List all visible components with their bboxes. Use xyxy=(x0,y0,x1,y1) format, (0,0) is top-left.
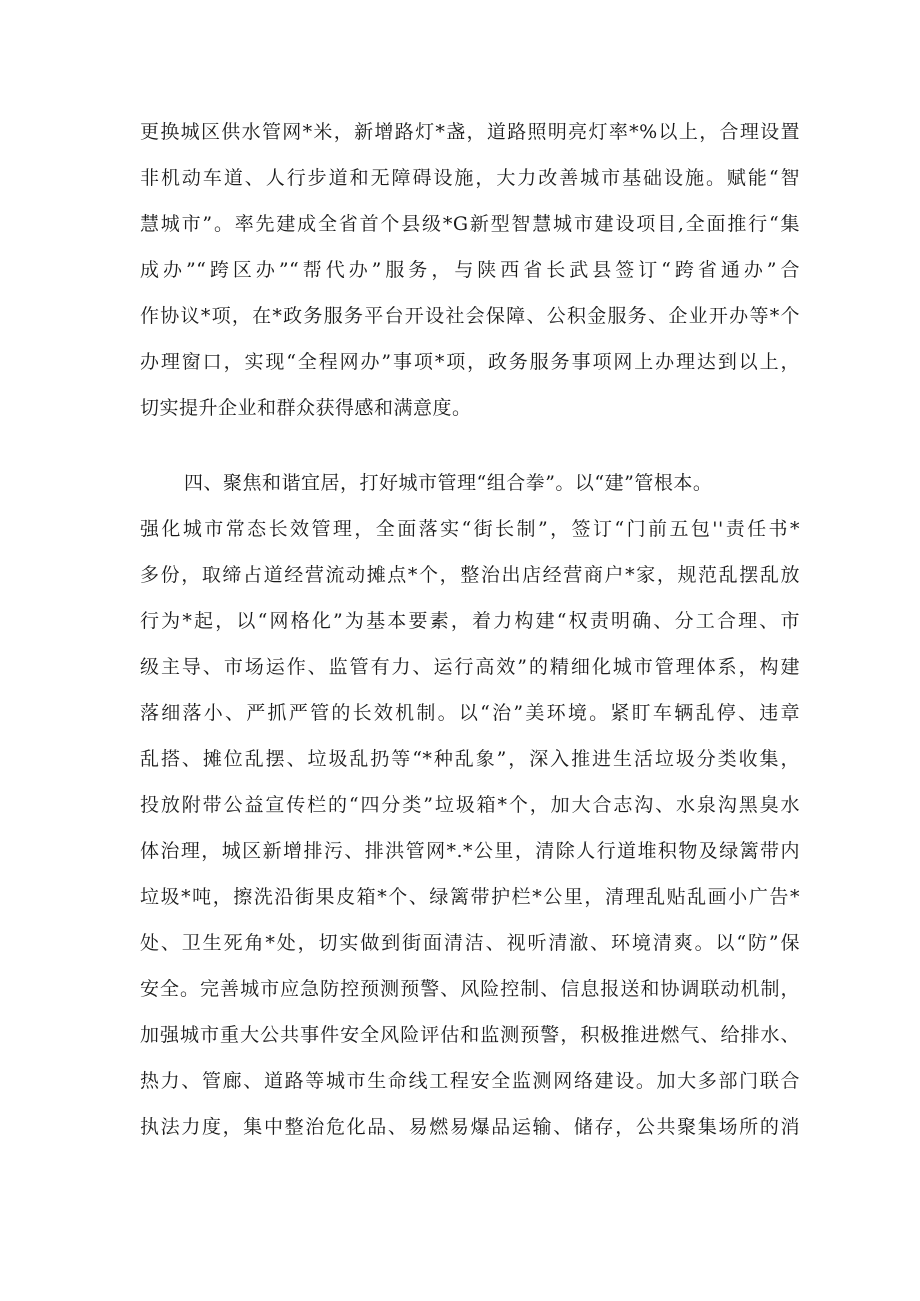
paragraph-urban-management xyxy=(140,460,800,1150)
text-line: 成办”“跨区办”“帮代办”服务，与陕西省长武县签订“跨省通办”合 xyxy=(140,259,800,281)
text-line: 级主导、市场运作、监管有力、运行高效”的精细化城市管理体系，构建 xyxy=(140,656,800,678)
text-line: 切实提升企业和群众获得感和满意度。 xyxy=(140,397,472,419)
text-line: 多份，取缔占道经营流动摊点*个，整治出店经营商户*家，规范乱摆乱放 xyxy=(140,564,800,586)
text-line: 执法力度，集中整治危化品、易燃易爆品运输、储存，公共聚集场所的消 xyxy=(140,1116,800,1138)
paragraph-infrastructure-smart-city xyxy=(140,109,800,431)
text-line: 慧城市”。率先建成全省首个县级*G新型智慧城市建设项目,全面推行“集 xyxy=(140,213,800,235)
text-line: 热力、管廊、道路等城市生命线工程安全监测网络建设。加大多部门联合 xyxy=(140,1070,800,1092)
text-line: 办理窗口，实现“全程网办”事项*项，政务服务事项网上办理达到以上， xyxy=(140,351,800,373)
text-line: 落细落小、严抓严管的长效机制。以“治”美环境。紧盯车辆乱停、违章 xyxy=(140,702,800,724)
text-line: 非机动车道、人行步道和无障碍设施，大力改善城市基础设施。赋能“智 xyxy=(140,167,800,189)
text-line: 处、卫生死角*处，切实做到街面清洁、视听清澈、环境清爽。以“防”保 xyxy=(140,932,800,954)
text-line: 作协议*项，在*政务服务平台开设社会保障、公积金服务、企业开办等*个 xyxy=(140,305,800,327)
text-line: 乱搭、摊位乱摆、垃圾乱扔等“*种乱象”，深入推进生活垃圾分类收集， xyxy=(140,748,800,770)
text-line: 投放附带公益宣传栏的“四分类”垃圾箱*个，加大合志沟、水泉沟黑臭水 xyxy=(140,794,800,816)
text-line: 安全。完善城市应急防控预测预警、风险控制、信息报送和协调联动机制， xyxy=(140,978,800,1000)
text-line: 体治理，城区新增排污、排洪管网*.*公里，清除人行道堆积物及绿篱带内 xyxy=(140,840,800,862)
section-heading-line: 四、聚焦和谐宜居，打好城市管理“组合拳”。以“建”管根本。 xyxy=(184,472,713,494)
text-line: 更换城区供水管网*米，新增路灯*盏，道路照明亮灯率*%以上，合理设置 xyxy=(140,121,800,143)
text-line: 行为*起，以“网格化”为基本要素，着力构建“权责明确、分工合理、市 xyxy=(140,610,800,632)
text-line: 强化城市常态长效管理，全面落实“街长制”，签订“门前五包''责任书* xyxy=(140,518,800,540)
text-line: 垃圾*吨，擦洗沿街果皮箱*个、绿篱带护栏*公里，清理乱贴乱画小广告* xyxy=(140,886,800,908)
text-line: 加强城市重大公共事件安全风险评估和监测预警，积极推进燃气、给排水、 xyxy=(140,1024,800,1046)
